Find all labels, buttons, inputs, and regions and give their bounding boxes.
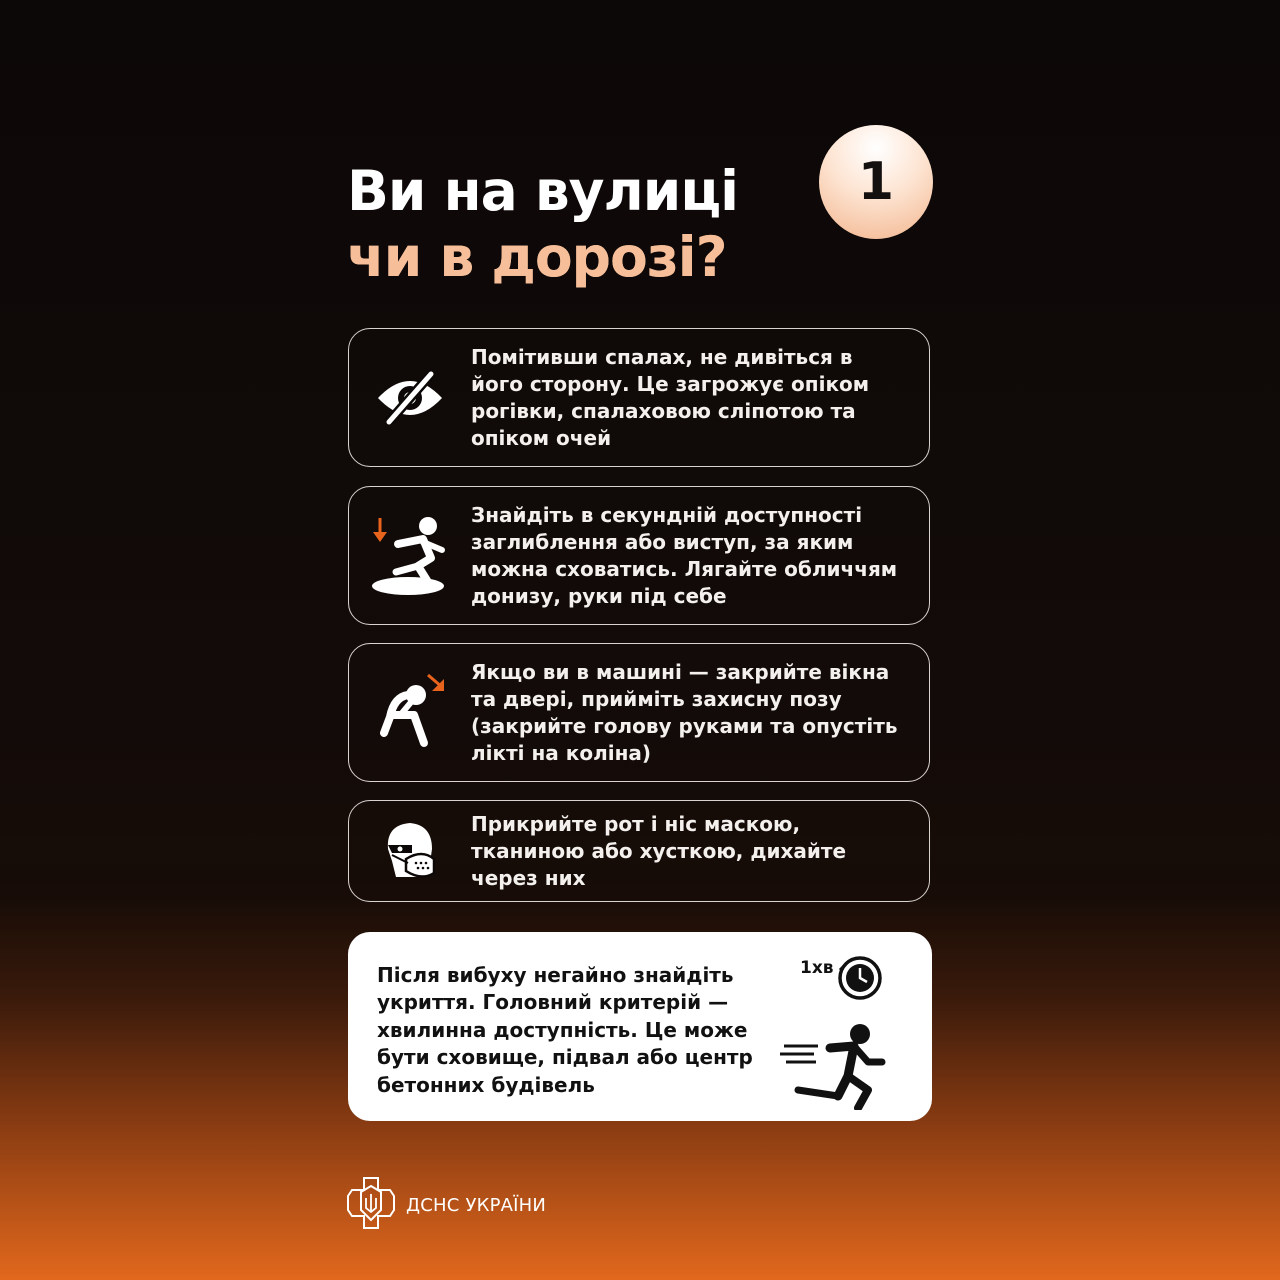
tip-card-3 <box>348 643 930 782</box>
tip-text-1: Помітивши спалах, не дивіться в його сторону. Це загрожує опіком рогівки, спалаховою сліпотою та опіком очей <box>471 344 870 450</box>
person-dropping-into-hole-icon <box>349 514 471 598</box>
shelter-note-card <box>348 932 932 1121</box>
dsns-emblem-icon <box>346 1176 396 1234</box>
timer-label: 1хв <box>800 958 834 978</box>
tip-card-2 <box>348 486 930 625</box>
shelter-note-text: Після вибуху негайно знайдіть укриття. Головний критерій — хвилинна доступність. Це може бути сховище, підвал або центр бетонних будівель <box>377 963 753 1097</box>
title-line-1: Ви на вулиці <box>347 159 738 223</box>
tip-text-4: Прикрийте рот і ніс маскою, тканиною або хусткою, дихайте через них <box>471 811 847 890</box>
footer <box>346 1176 546 1234</box>
title-line-2: чи в дорозі? <box>347 224 738 290</box>
face-mask-icon <box>349 819 471 883</box>
person-protective-pose-icon <box>349 671 471 755</box>
step-number-badge: 1 <box>819 125 933 239</box>
running-person-with-stopwatch-icon <box>778 950 908 1110</box>
tip-text-3: Якщо ви в машині — закрийте вікна та двері, прийміть захисну позу (закрийте голову руками та опустіть лікті на коліна) <box>471 659 898 765</box>
page-title <box>347 158 738 290</box>
org-name: ДСНС УКРАЇНИ <box>406 1194 547 1216</box>
tip-card-1 <box>348 328 930 467</box>
crossed-eye-icon <box>349 370 471 426</box>
tip-text-2: Знайдіть в секундній доступності заглиблення або виступ, за яким можна сховатись. Лягайте обличчям донизу, руки під себе <box>471 502 898 608</box>
tip-card-4 <box>348 800 930 902</box>
